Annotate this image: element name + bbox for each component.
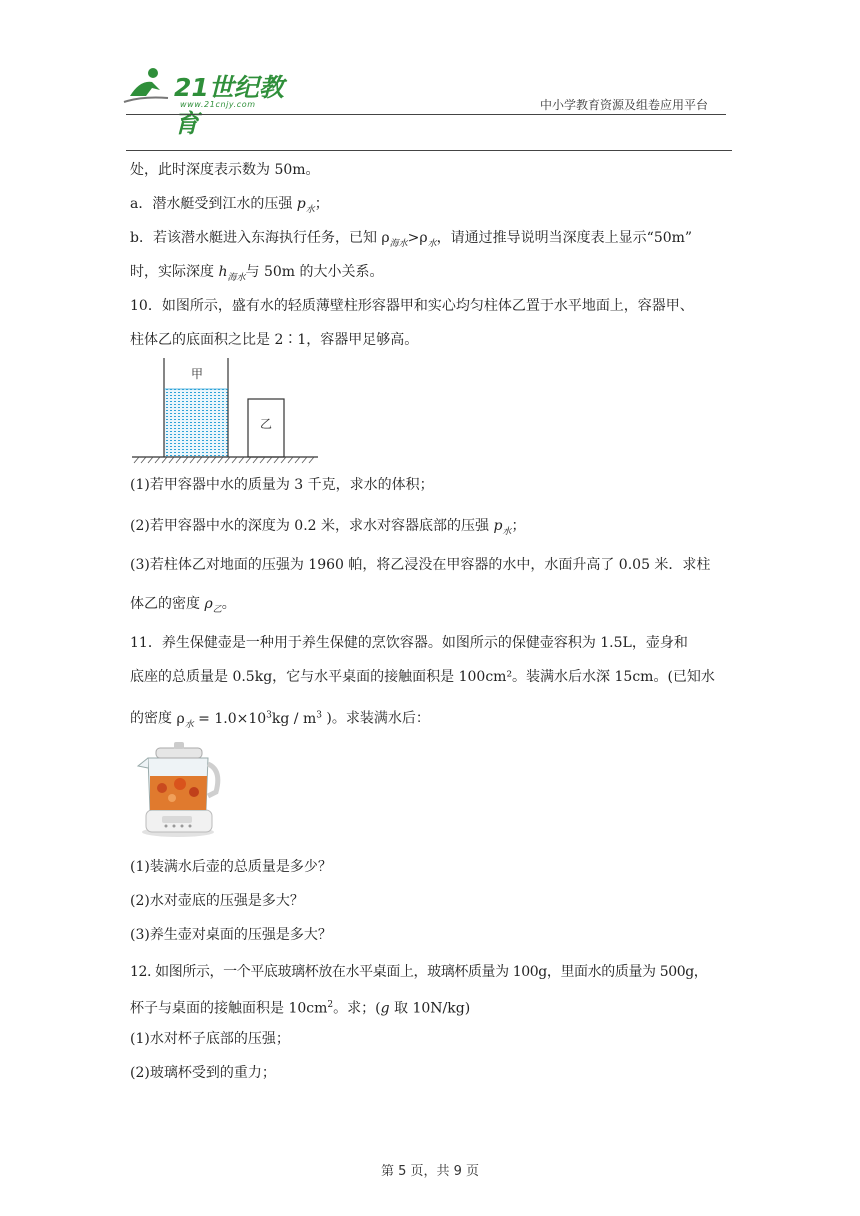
question-12: 12. 如图所示，一个平底玻璃杯放在水平桌面上，玻璃杯质量为 100g，里面水的质量为 500g， [130, 964, 708, 980]
label-jia: 甲 [191, 367, 204, 381]
logo-text: 21世纪教育 [174, 73, 284, 138]
question-12-part-1: (1)水对杯子底部的压强； [130, 1031, 290, 1047]
text-line: 体乙的密度 $\rho_乙$。 [130, 596, 236, 615]
question-11-part-1: (1)装满水后壶的总质量是多少？ [130, 859, 332, 875]
page-header [0, 0, 860, 160]
container-diagram [130, 356, 320, 466]
platform-name: 中小学教育资源及组卷应用平台 [540, 98, 709, 112]
header-rule [126, 114, 726, 115]
logo [122, 66, 297, 138]
question-10-part-3: (3)若柱体乙对地面的压强为 1960 帕，将乙浸没在甲容器的水中，水面升高了 0.05 米．求柱 [130, 557, 711, 573]
text-line: a．潜水艇受到江水的压强 $p_水$； [130, 196, 329, 215]
density-formula: $\rho_水 = 1.0\times 10^3kg / m^3$ [176, 710, 322, 730]
text-line: 柱体乙的底面积之比是 2∶1，容器甲足够高。 [130, 332, 419, 348]
text-line: 时，实际深度 $h_{海水}$与 50m 的大小关系。 [130, 264, 384, 283]
label-yi: 乙 [260, 417, 273, 431]
page-number: 第 5 页，共 9 页 [380, 1164, 480, 1179]
runner-icon [122, 66, 172, 106]
question-11-part-2: (2)水对壶底的压强是多大？ [130, 893, 304, 909]
text-line: b．若该潜水艇进入东海执行任务，已知 $\rho_{海水}>\rho_水$，请通过推导说明当深度表上显示“50m” [130, 230, 693, 249]
question-11: 11．养生保健壶是一种用于养生保健的烹饮容器。如图所示的保健壶容积为 1.5L，壶身和 [130, 635, 688, 651]
text-line: 的密度 $\rho_水 = 1.0\times 10^3kg / m^3$ )。求装满水后： [130, 710, 430, 730]
text-line: 底座的总质量是 0.5kg，它与水平桌面的接触面积是 100cm²。装满水后水深 15cm。(已知水 [130, 669, 715, 685]
health-kettle-image [136, 740, 224, 838]
text-line: 处，此时深度表示数为 50m。 [130, 162, 320, 178]
question-11-part-3: (3)养生壶对桌面的压强是多大？ [130, 927, 332, 943]
content-rule [126, 150, 732, 151]
logo-url: www.21cnjy.com [180, 100, 256, 109]
text-line: 杯子与桌面的接触面积是 $10cm^2$。求；(g 取 10N/kg) [130, 1000, 471, 1017]
question-12-part-2: (2)玻璃杯受到的重力； [130, 1065, 276, 1081]
question-10-part-1: (1)若甲容器中水的质量为 3 千克，求水的体积； [130, 477, 434, 493]
water [164, 389, 228, 457]
question-10-part-2: (2)若甲容器中水的深度为 0.2 米，求水对容器底部的压强 $p_水$； [130, 518, 526, 537]
question-10: 10．如图所示，盛有水的轻质薄壁柱形容器甲和实心均匀柱体乙置于水平地面上，容器甲、 [130, 298, 694, 314]
